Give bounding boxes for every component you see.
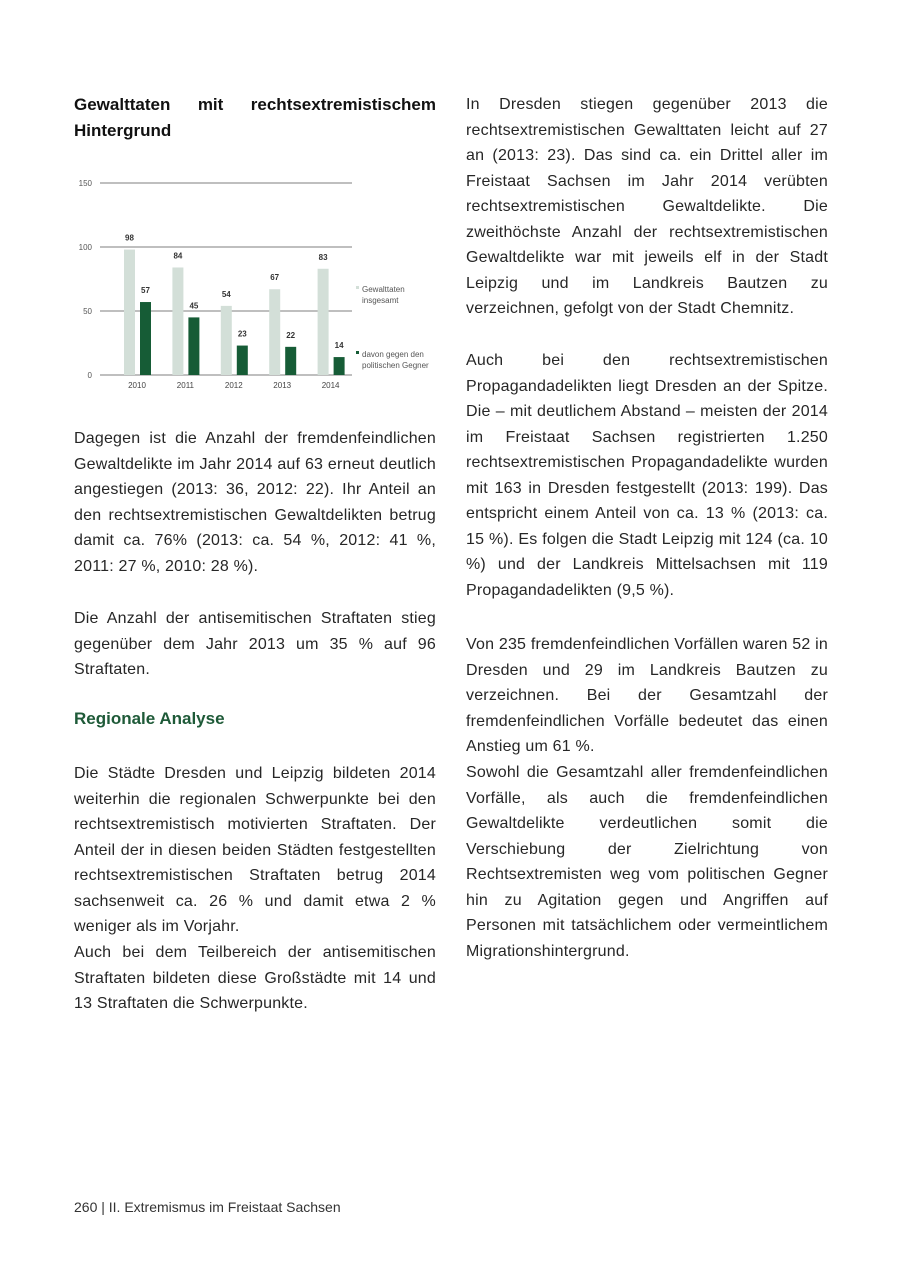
left-paragraph-4: Auch bei dem Teilbereich der antisemitischen Straftaten bildeten diese Großstädte mit 14 und 13 Straftaten die Schwerpunkte. xyxy=(74,944,436,1012)
right-paragraph-2: Auch bei den rechtsextremistischen Propagandadelikten liegt Dresden an der Spitze. Die – mit deutlichem Abstand – meisten der 2014 im Freistaat Sachsen registrierten 1.250 rechtsextremistischen Propagandadelikte wurden mit 163 in Dresden festgestellt (2013: 199). Das entspricht einem Anteil von ca. 13 % (2013: ca. 15 %). Es folgen die Stadt Leipzig mit 124 (ca. 10 %) und der Landkreis Mittelsachsen mit 119 Propagandadelikten (9,5 %). xyxy=(466,352,828,599)
violence-chart xyxy=(60,168,440,398)
legend-total-line2: insgesamt xyxy=(362,296,399,305)
x-tick-label: 2011 xyxy=(176,381,195,390)
right-paragraph-3: Von 235 fremdenfeindlichen Vorfällen waren 52 in Dresden und 29 im Landkreis Bautzen zu verzeichnen. Bei der Gesamtzahl der fremdenfeindlichen Vorfälle bedeutet das einen Anstieg um 61 %. xyxy=(466,636,828,755)
x-tick-label: 2012 xyxy=(224,381,243,390)
bar-total-2013 xyxy=(269,289,280,375)
x-tick-label: 2010 xyxy=(128,381,146,390)
page-footer: 260 | II. Extremismus im Freistaat Sachsen xyxy=(74,1199,341,1215)
right-paragraph-4: Sowohl die Gesamtzahl aller fremdenfeindlichen Vorfälle, als auch die fremdenfeindlichen Gewaltdelikte verdeutlichen somit die Verschiebung der Zielrichtung von Rechtsextremisten weg vom politischen Gegner hin zu Agitation gegen und Angriffen auf Personen mit tatsächlichem oder vermeintlichem Migrationshintergrund. xyxy=(466,764,828,960)
bar-political-2011 xyxy=(188,317,199,375)
section-heading: Gewalttaten mit rechtsextremistischem Hintergrund xyxy=(74,95,436,140)
left-paragraph-2: Die Anzahl der antisemitischen Straftaten stieg gegenüber dem Jahr 2013 um 35 % auf 96 Straftaten. xyxy=(74,610,436,678)
bar-value-label: 67 xyxy=(270,273,280,283)
bar-value-label: 23 xyxy=(237,329,247,339)
bar-total-2014 xyxy=(318,269,329,375)
bar-value-label: 98 xyxy=(125,233,134,243)
legend-political-swatch xyxy=(356,351,359,354)
bar-value-label: 14 xyxy=(334,341,344,351)
y-tick-label: 150 xyxy=(78,179,92,188)
legend-total-swatch xyxy=(356,286,359,289)
legend-total-line1: Gewalttaten xyxy=(362,285,405,294)
left-paragraph-3: Die Städte Dresden und Leipzig bildeten 2014 weiterhin die regionalen Schwerpunkte bei den rechtsextremistisch motivierten Straftaten. Der Anteil der in diesen beiden Städten festgestellten rechtsextremistischen Straftaten betrug 2014 sachsenweit ca. 26 % und damit etwa 2 % weniger als im Vorjahr. xyxy=(74,765,436,935)
y-tick-label: 100 xyxy=(78,243,92,252)
bar-value-label: 45 xyxy=(189,301,199,311)
bar-political-2014 xyxy=(334,357,345,375)
x-tick-label: 2013 xyxy=(273,381,292,390)
y-tick-label: 50 xyxy=(83,307,92,316)
bar-value-label: 54 xyxy=(221,289,231,299)
bar-value-label: 83 xyxy=(318,252,328,262)
right-paragraph-1: In Dresden stiegen gegenüber 2013 die rechtsextremistischen Gewalttaten leicht auf 27 an (2013: 23). Das sind ca. ein Drittel aller im Freistaat Sachsen im Jahr 2014 verübten rechtsextremistischen Gewaltdelikte. Die zweithöchste Anzahl der rechtsextremistischen Gewaltdelikte war mit jeweils elf in der Stadt Leipzig und im Landkreis Bautzen zu verzeichnen, gefolgt von der Stadt Chemnitz. xyxy=(466,96,828,317)
chart-svg xyxy=(60,168,440,398)
bar-value-label: 22 xyxy=(286,330,296,340)
left-paragraph-1: Dagegen ist die Anzahl der fremdenfeindlichen Gewaltdelikte im Jahr 2014 auf 63 erneut deutlich angestiegen (2013: 36, 2012: 22). Ihr Anteil an den rechtsextremistischen Gewaltdelikten betrug damit ca. 76% (2013: ca. 54 %, 2012: 41 %, 2011: 27 %, 2010: 28 %). xyxy=(74,430,436,575)
bar-value-label: 57 xyxy=(141,286,150,296)
regional-analysis-heading: Regionale Analyse xyxy=(74,709,225,728)
y-tick-label: 0 xyxy=(87,371,92,380)
bar-political-2012 xyxy=(237,346,248,375)
bar-total-2012 xyxy=(221,306,232,375)
legend-political-line2: politischen Gegner xyxy=(362,361,429,370)
bar-total-2010 xyxy=(124,250,135,375)
bar-value-label: 84 xyxy=(173,251,183,261)
x-tick-label: 2014 xyxy=(321,381,340,390)
bar-total-2011 xyxy=(172,267,183,375)
bar-political-2013 xyxy=(285,347,296,375)
bar-political-2010 xyxy=(140,302,151,375)
legend-political-line1: davon gegen den xyxy=(362,350,424,359)
